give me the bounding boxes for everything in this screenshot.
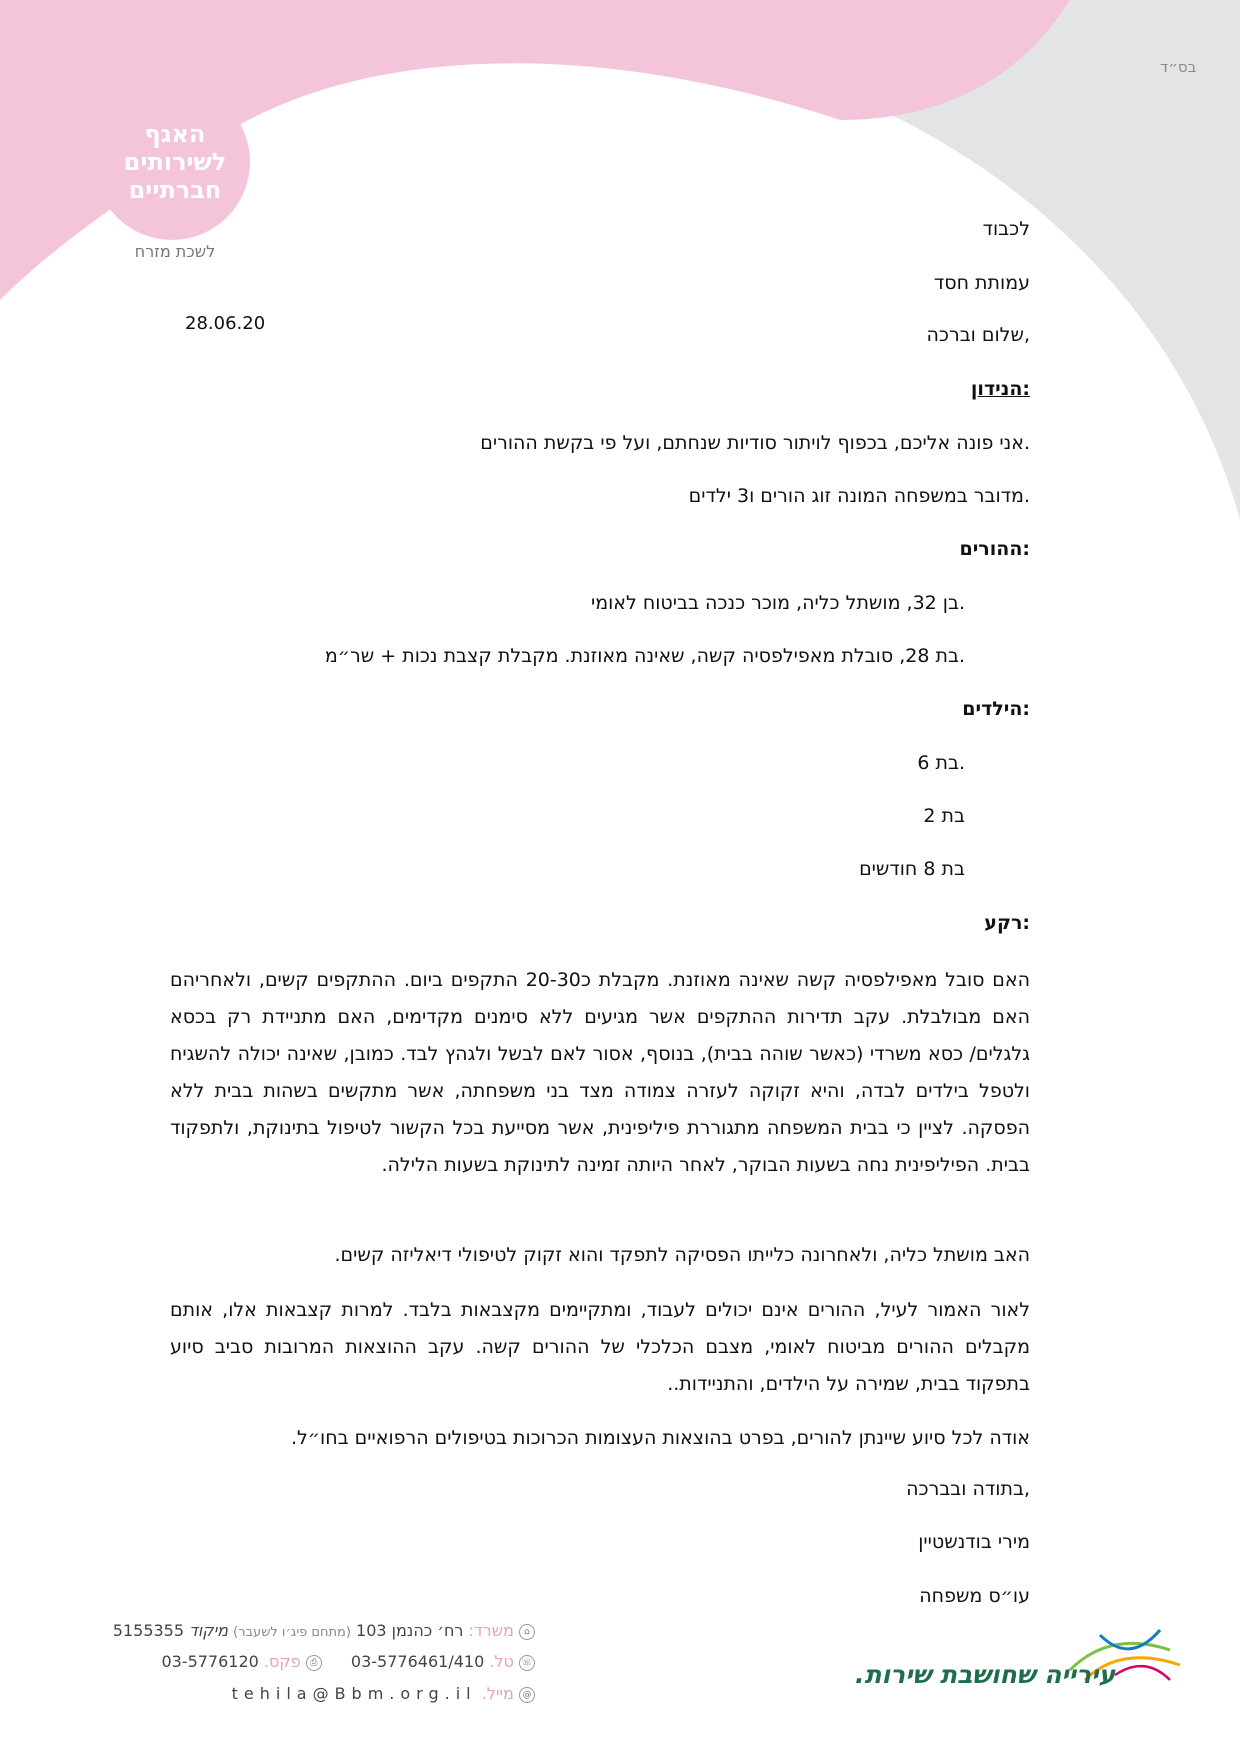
fax-number: 03-5776120 xyxy=(161,1652,259,1671)
bsd-mark: בס״ד xyxy=(1160,58,1197,76)
footer-office-line xyxy=(113,1621,535,1640)
email-icon: @ xyxy=(519,1687,535,1703)
signer-name: מירי בודנשטיין xyxy=(918,1531,1030,1553)
phone-icon: ☏ xyxy=(519,1655,535,1671)
parents-heading: ההורים: xyxy=(959,538,1030,560)
child-2: בת 2 xyxy=(923,805,965,827)
letter-date: 28.06.20 xyxy=(185,313,266,334)
closing: בתודה ובברכה, xyxy=(906,1478,1030,1500)
mail-label: מייל. xyxy=(481,1684,514,1703)
to-name: עמותת חסד xyxy=(933,272,1030,294)
phone-label: טל. xyxy=(489,1652,514,1671)
office-note: (מתחם פיג׳ו לשעבר) xyxy=(233,1625,351,1640)
to-prefix: לכבוד xyxy=(982,218,1030,240)
zip-code: 5155355 xyxy=(112,1621,185,1640)
children-heading: הילדים: xyxy=(962,698,1030,720)
city-logo-text: עירייה שחושבת שירות. xyxy=(855,1660,1116,1689)
phone-number: 03-5776461/410 xyxy=(350,1652,485,1671)
email-address[interactable]: tehila@Bbm.org.il xyxy=(231,1684,477,1703)
footer-phone-line xyxy=(161,1652,535,1671)
family-line: מדובר במשפחה המונה זוג הורים ו3 ילדים. xyxy=(688,485,1030,507)
bureau-name: לשכת מזרח xyxy=(134,242,216,261)
fax-icon: ⎙ xyxy=(306,1655,322,1671)
office-label: משרד: xyxy=(468,1621,514,1640)
background-paragraph: האם סובל מאפילפסיה קשה שאינה מאוזנת. מקבלת כ20-30 התקפים ביום. ההתקפים קשים, ולאחריהם האם מבולבלת. עקב תדירות ההתקפים אשר מגיעים ללא סימנים מקדימים, האם מתניידת רק בכסא גלגלים/ כסא משרדי (כאשר שוהה בבית), בנוסף, אסור לאם לבשל ולגהץ לבד. כמובן, שאינה יכולה להשגיח ולטפל בילדים לבדה, והיא זקוקה לעזרה צמודה מצד בני משפחתה, אשר מתקשים בשהות בבית ללא הפסקה. לציין כי בבית המשפחה מתגוררת פיליפינית, אשר מסייעת בכל הקשור לטיפול בתינוקת, ולתפקוד בבית. הפיליפינית נחה בשעות הבוקר, לאחר היותה זמינה לתינוקת בשעות הלילה. xyxy=(170,969,1030,1176)
footer-mail-line xyxy=(212,1684,535,1703)
greeting: שלום וברכה, xyxy=(926,324,1030,346)
father-paragraph: האב מושתל כליה, ולאחרונה כלייתו הפסיקה לתפקד והוא זקוק לטיפולי דיאליזה קשים. xyxy=(334,1244,1030,1266)
parent-father: בן 32, מושתל כליה, מוכר כנכה בביטוח לאומי. xyxy=(590,592,965,614)
thanks-paragraph: אודה לכל סיוע שיינתן להורים, בפרט בהוצאות העצומות הכרוכות בטיפולים הרפואיים בחו״ל. xyxy=(290,1427,1030,1449)
department-logo-title: האגף לשירותים חברתיים xyxy=(123,120,227,204)
subject-label: הנידון: xyxy=(970,378,1030,400)
zip-label: מיקוד xyxy=(189,1621,229,1640)
fax-label: פקס. xyxy=(263,1652,301,1671)
office-address: רח׳ כהנמן 103 xyxy=(356,1621,464,1640)
child-1: בת 6. xyxy=(917,752,965,774)
child-3: בת 8 חודשים xyxy=(859,858,965,880)
intro-line: אני פונה אליכם, בכפוף לויתור סודיות שנחתם, ועל פי בקשת ההורים. xyxy=(480,432,1030,454)
parent-mother: בת 28, סובלת מאפילפסיה קשה, שאינה מאוזנת. מקבלת קצבת נכות + שר״מ. xyxy=(324,645,965,667)
finance-paragraph: לאור האמור לעיל, ההורים אינם יכולים לעבוד, ומתקיימים מקצבאות בלבד. למרות קצבאות אלו, אותם מקבלים ההורים מביטוח לאומי, מצבם הכלכלי של ההורים קשה. עקב ההוצאות המרובות סביב סיוע בתפקוד בבית, שמירה על הילדים, והתניידות.. xyxy=(170,1299,1030,1395)
background-heading: רקע: xyxy=(984,912,1030,934)
home-icon: ⌂ xyxy=(519,1624,535,1640)
signer-title: עו״ס משפחה xyxy=(919,1585,1030,1607)
